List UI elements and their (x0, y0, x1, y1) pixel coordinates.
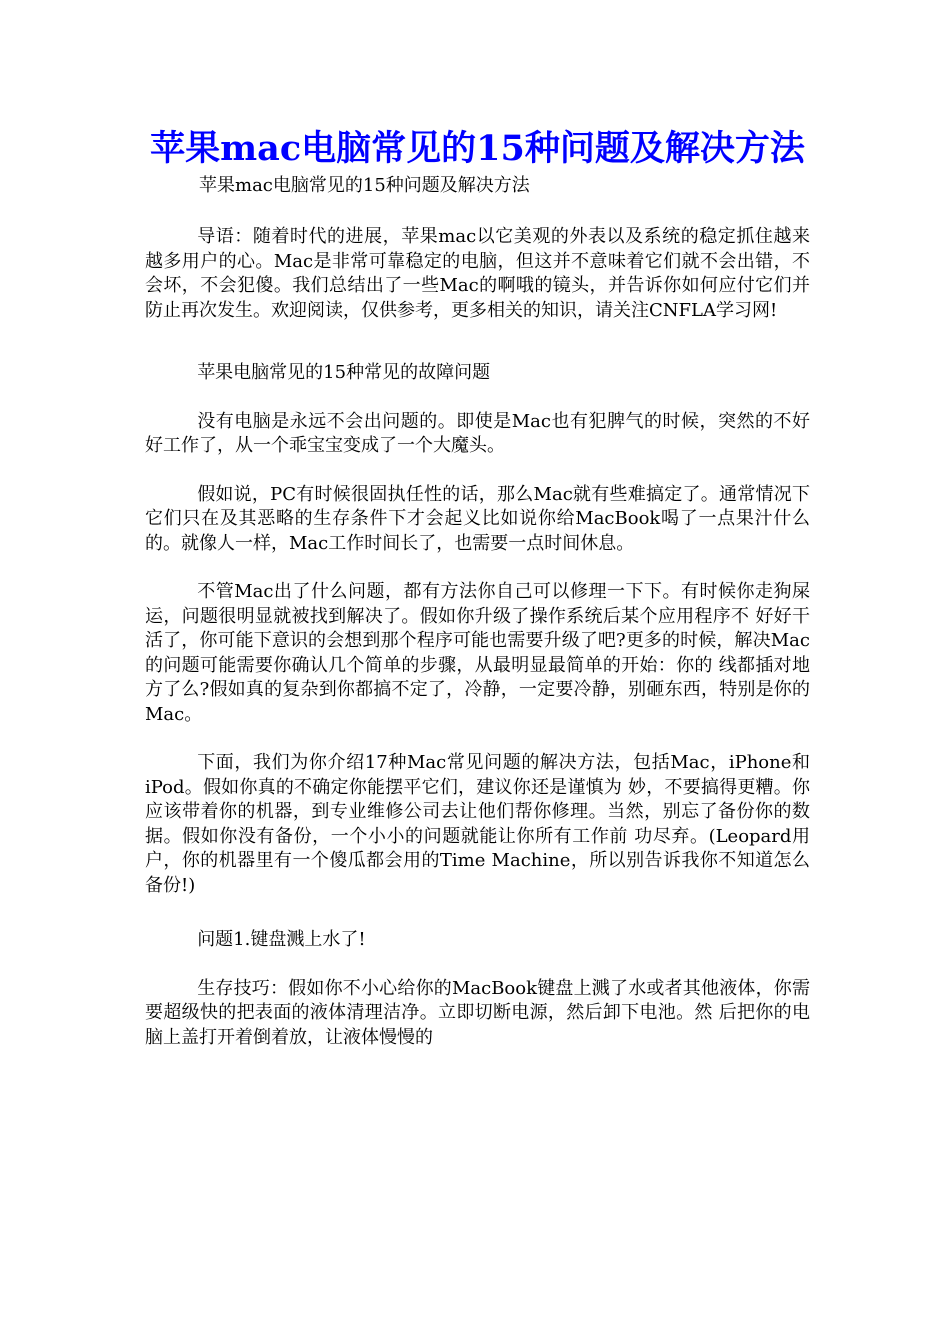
paragraph-intro: 导语：随着时代的进展，苹果mac以它美观的外表以及系统的稳定抓住越来越多用户的心。Mac是非常可靠稳定的电脑，但这并不意味着它们就不会出错，不会坏，不会犯傻。我们总结出了一些Mac的啊哦的镜头，并告诉你如何应付它们并防止再次发生。欢迎阅读，仅供参考，更多相关的知识，请关注CNFLA学习网! (145, 226, 810, 321)
paragraph-survival-tip: 生存技巧：假如你不小心给你的MacBook键盘上溅了水或者其他液体，你需要超级快的把表面的液体清理洁净。立即切断电源，然后卸下电池。然 后把你的电脑上盖打开着倒着放，让液体慢慢的 (145, 977, 810, 1048)
document-title: 苹果mac电脑常见的15种问题及解决方法 (150, 128, 805, 169)
paragraph-fix-yourself: 不管Mac出了什么问题，都有方法你自己可以修理一下下。有时候你走狗屎运，问题很明显就被找到解决了。假如你升级了操作系统后某个应用程序不 好好干活了，你可能下意识的会想到那个程序可能也需要升级了吧?更多的时候，解决Mac的问题可能需要你确认几个简单的步骤，从最明显最简单的开始：你的 线都插对地方了么?假如真的复杂到你都搞不定了，冷静，一定要冷静，别砸东西，特别是你的Mac。 (145, 581, 810, 725)
document-subtitle: 苹果mac电脑常见的15种问题及解决方法 (199, 175, 530, 196)
document-page (145, 125, 810, 1050)
section-heading-problem-1: 问题1.键盘溅上水了! (197, 929, 366, 950)
paragraph-no-computer: 没有电脑是永远不会出问题的。即使是Mac也有犯脾气的时候，突然的不好好工作了，从一个乖宝宝变成了一个大魔头。 (145, 410, 810, 456)
paragraph-pc-vs-mac: 假如说，PC有时候很固执任性的话，那么Mac就有些难搞定了。通常情况下它们只在及其恶略的生存条件下才会起义比如说你给MacBook喝了一点果汁什么的。就像人一样，Mac工作时间长了，也需要一点时间休息。 (145, 483, 810, 554)
paragraph-introduction-17: 下面，我们为你介绍17种Mac常见问题的解决方法，包括Mac，iPhone和iPod。假如你真的不确定你能摆平它们，建议你还是谨慎为 妙，不要搞得更糟。你应该带着你的机器，到专业维修公司去让他们帮你修理。当然，别忘了备份你的数据。假如你没有备份，一个小小的问题就能让你所有工作前 功尽弃。(Leopard用户，你的机器里有一个傻瓜都会用的Time Machine，所以别告诉我你不知道怎么备份!) (145, 752, 810, 896)
section-heading-faults: 苹果电脑常见的15种常见的故障问题 (197, 362, 491, 383)
